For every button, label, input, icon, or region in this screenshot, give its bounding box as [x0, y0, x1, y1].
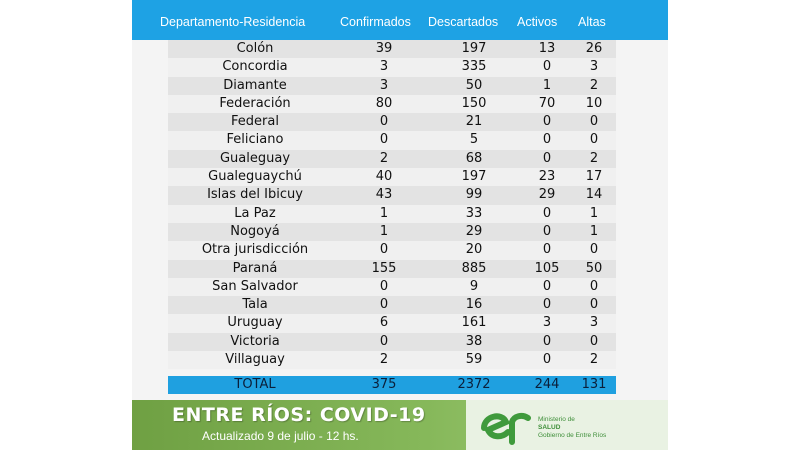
- cell-departamento: Tala: [242, 297, 268, 313]
- table-row: [168, 296, 616, 314]
- table-row: [168, 186, 616, 204]
- table-row: [168, 223, 616, 241]
- footer-banner: [132, 400, 668, 450]
- cell-descartados: 197: [461, 169, 487, 185]
- cell-activos: 0: [542, 297, 552, 313]
- ministry-line2: SALUD: [538, 424, 561, 431]
- ministry-line3: Gobierno de Entre Ríos: [538, 432, 607, 439]
- table-row: [168, 260, 616, 278]
- cell-departamento: Feliciano: [226, 132, 284, 148]
- cell-confirmados: 0: [379, 114, 389, 130]
- cell-descartados: 59: [465, 352, 483, 368]
- table-row: [168, 40, 616, 58]
- header-altas: Altas: [578, 15, 606, 29]
- cell-confirmados: 6: [379, 315, 389, 331]
- cell-altas: 0: [589, 333, 599, 349]
- header-activos: Activos: [517, 15, 558, 29]
- cell-activos: 0: [542, 223, 552, 239]
- cell-altas: 10: [585, 95, 603, 111]
- total-label: TOTAL: [234, 377, 276, 392]
- cell-confirmados: 0: [379, 297, 389, 313]
- cell-altas: 2: [589, 352, 599, 368]
- cell-descartados: 38: [465, 333, 483, 349]
- banner-subtitle: Actualizado 9 de julio - 12 hs.: [202, 429, 359, 443]
- cell-activos: 0: [542, 132, 552, 148]
- cell-activos: 0: [542, 333, 552, 349]
- cell-departamento: Diamante: [223, 77, 287, 93]
- cell-confirmados: 43: [375, 187, 393, 203]
- total-row: [168, 376, 616, 394]
- table-row: [168, 150, 616, 168]
- cell-descartados: 99: [465, 187, 483, 203]
- table-header: [132, 0, 668, 40]
- cell-departamento: Paraná: [232, 260, 278, 276]
- cell-departamento: Concordia: [222, 59, 288, 75]
- table-row: [168, 278, 616, 296]
- cell-descartados: 161: [461, 315, 487, 331]
- cell-descartados: 29: [465, 223, 483, 239]
- table-row: [168, 58, 616, 76]
- cell-descartados: 335: [461, 59, 487, 75]
- cell-descartados: 5: [469, 132, 479, 148]
- total-altas: 131: [581, 377, 607, 392]
- cell-activos: 0: [542, 352, 552, 368]
- cell-confirmados: 39: [375, 41, 393, 56]
- cell-altas: 0: [589, 114, 599, 130]
- header-confirmados: Confirmados: [340, 15, 411, 29]
- table-row: [168, 131, 616, 149]
- cell-departamento: San Salvador: [212, 278, 298, 294]
- cell-activos: 3: [542, 315, 552, 331]
- cell-descartados: 885: [461, 260, 487, 276]
- cell-activos: 0: [542, 59, 552, 75]
- cell-altas: 2: [589, 150, 599, 166]
- cell-altas: 0: [589, 242, 599, 258]
- cell-descartados: 33: [465, 205, 483, 221]
- cell-activos: 13: [538, 41, 556, 56]
- table-row: [168, 333, 616, 351]
- table-row: [168, 351, 616, 369]
- cell-descartados: 150: [461, 95, 487, 111]
- table-row: [168, 314, 616, 332]
- cell-altas: 1: [589, 223, 599, 239]
- cell-confirmados: 0: [379, 242, 389, 258]
- cell-confirmados: 2: [379, 352, 389, 368]
- table-row: [168, 205, 616, 223]
- cell-departamento: Islas del Ibicuy: [207, 187, 303, 203]
- cell-descartados: 68: [465, 150, 483, 166]
- cell-altas: 26: [585, 41, 603, 56]
- cell-departamento: Otra jurisdicción: [201, 242, 309, 258]
- cell-activos: 0: [542, 205, 552, 221]
- cell-activos: 0: [542, 278, 552, 294]
- cell-departamento: Federación: [219, 95, 291, 111]
- cell-confirmados: 1: [379, 223, 389, 239]
- cell-descartados: 50: [465, 77, 483, 93]
- cell-descartados: 9: [469, 278, 479, 294]
- cell-altas: 0: [589, 278, 599, 294]
- cell-activos: 0: [542, 242, 552, 258]
- cell-confirmados: 1: [379, 205, 389, 221]
- cell-confirmados: 3: [379, 59, 389, 75]
- cell-departamento: Uruguay: [227, 315, 283, 331]
- cell-confirmados: 3: [379, 77, 389, 93]
- cell-departamento: Federal: [231, 114, 279, 130]
- ministry-logo: [466, 400, 668, 450]
- cell-altas: 0: [589, 297, 599, 313]
- cell-confirmados: 0: [379, 333, 389, 349]
- cell-activos: 23: [538, 169, 556, 185]
- cell-descartados: 21: [465, 114, 483, 130]
- cell-activos: 105: [534, 260, 560, 276]
- cell-confirmados: 155: [371, 260, 397, 276]
- cell-confirmados: 0: [379, 132, 389, 148]
- cell-departamento: Gualeguay: [219, 150, 291, 166]
- header-descartados: Descartados: [428, 15, 499, 29]
- ministry-line1: Ministerio de: [538, 416, 575, 423]
- cell-altas: 1: [589, 205, 599, 221]
- cell-departamento: Nogoyá: [230, 223, 280, 239]
- cell-confirmados: 80: [375, 95, 393, 111]
- er-logo-icon: [480, 406, 532, 446]
- cell-altas: 2: [589, 77, 599, 93]
- cell-altas: 50: [585, 260, 603, 276]
- total-activos: 244: [534, 377, 560, 392]
- cell-departamento: La Paz: [234, 205, 276, 221]
- cell-confirmados: 0: [379, 278, 389, 294]
- cell-activos: 29: [538, 187, 556, 203]
- banner-title: ENTRE RÍOS: COVID-19: [172, 404, 426, 426]
- cell-altas: 0: [589, 132, 599, 148]
- cell-altas: 14: [585, 187, 603, 203]
- cell-descartados: 20: [465, 242, 483, 258]
- cell-confirmados: 2: [379, 150, 389, 166]
- cell-activos: 1: [542, 77, 552, 93]
- cell-descartados: 197: [461, 41, 487, 56]
- header-departamento: Departamento-Residencia: [160, 15, 306, 29]
- table-body: [168, 40, 616, 369]
- cell-confirmados: 40: [375, 169, 393, 185]
- ministry-text: [538, 416, 606, 440]
- cell-altas: 3: [589, 59, 599, 75]
- cell-altas: 17: [585, 169, 603, 185]
- cell-activos: 0: [542, 114, 552, 130]
- table-row: [168, 113, 616, 131]
- cell-altas: 3: [589, 315, 599, 331]
- total-confirmados: 375: [371, 377, 397, 392]
- cell-departamento: Victoria: [230, 333, 280, 349]
- cell-departamento: Colón: [236, 41, 274, 56]
- table-row: [168, 77, 616, 95]
- table-row: [168, 95, 616, 113]
- total-descartados: 2372: [457, 377, 491, 392]
- cell-activos: 0: [542, 150, 552, 166]
- cell-activos: 70: [538, 95, 556, 111]
- table-row: [168, 168, 616, 186]
- table-row: [168, 241, 616, 259]
- cell-departamento: Gualeguaychú: [208, 169, 302, 185]
- cell-descartados: 16: [465, 297, 483, 313]
- cell-departamento: Villaguay: [225, 352, 285, 368]
